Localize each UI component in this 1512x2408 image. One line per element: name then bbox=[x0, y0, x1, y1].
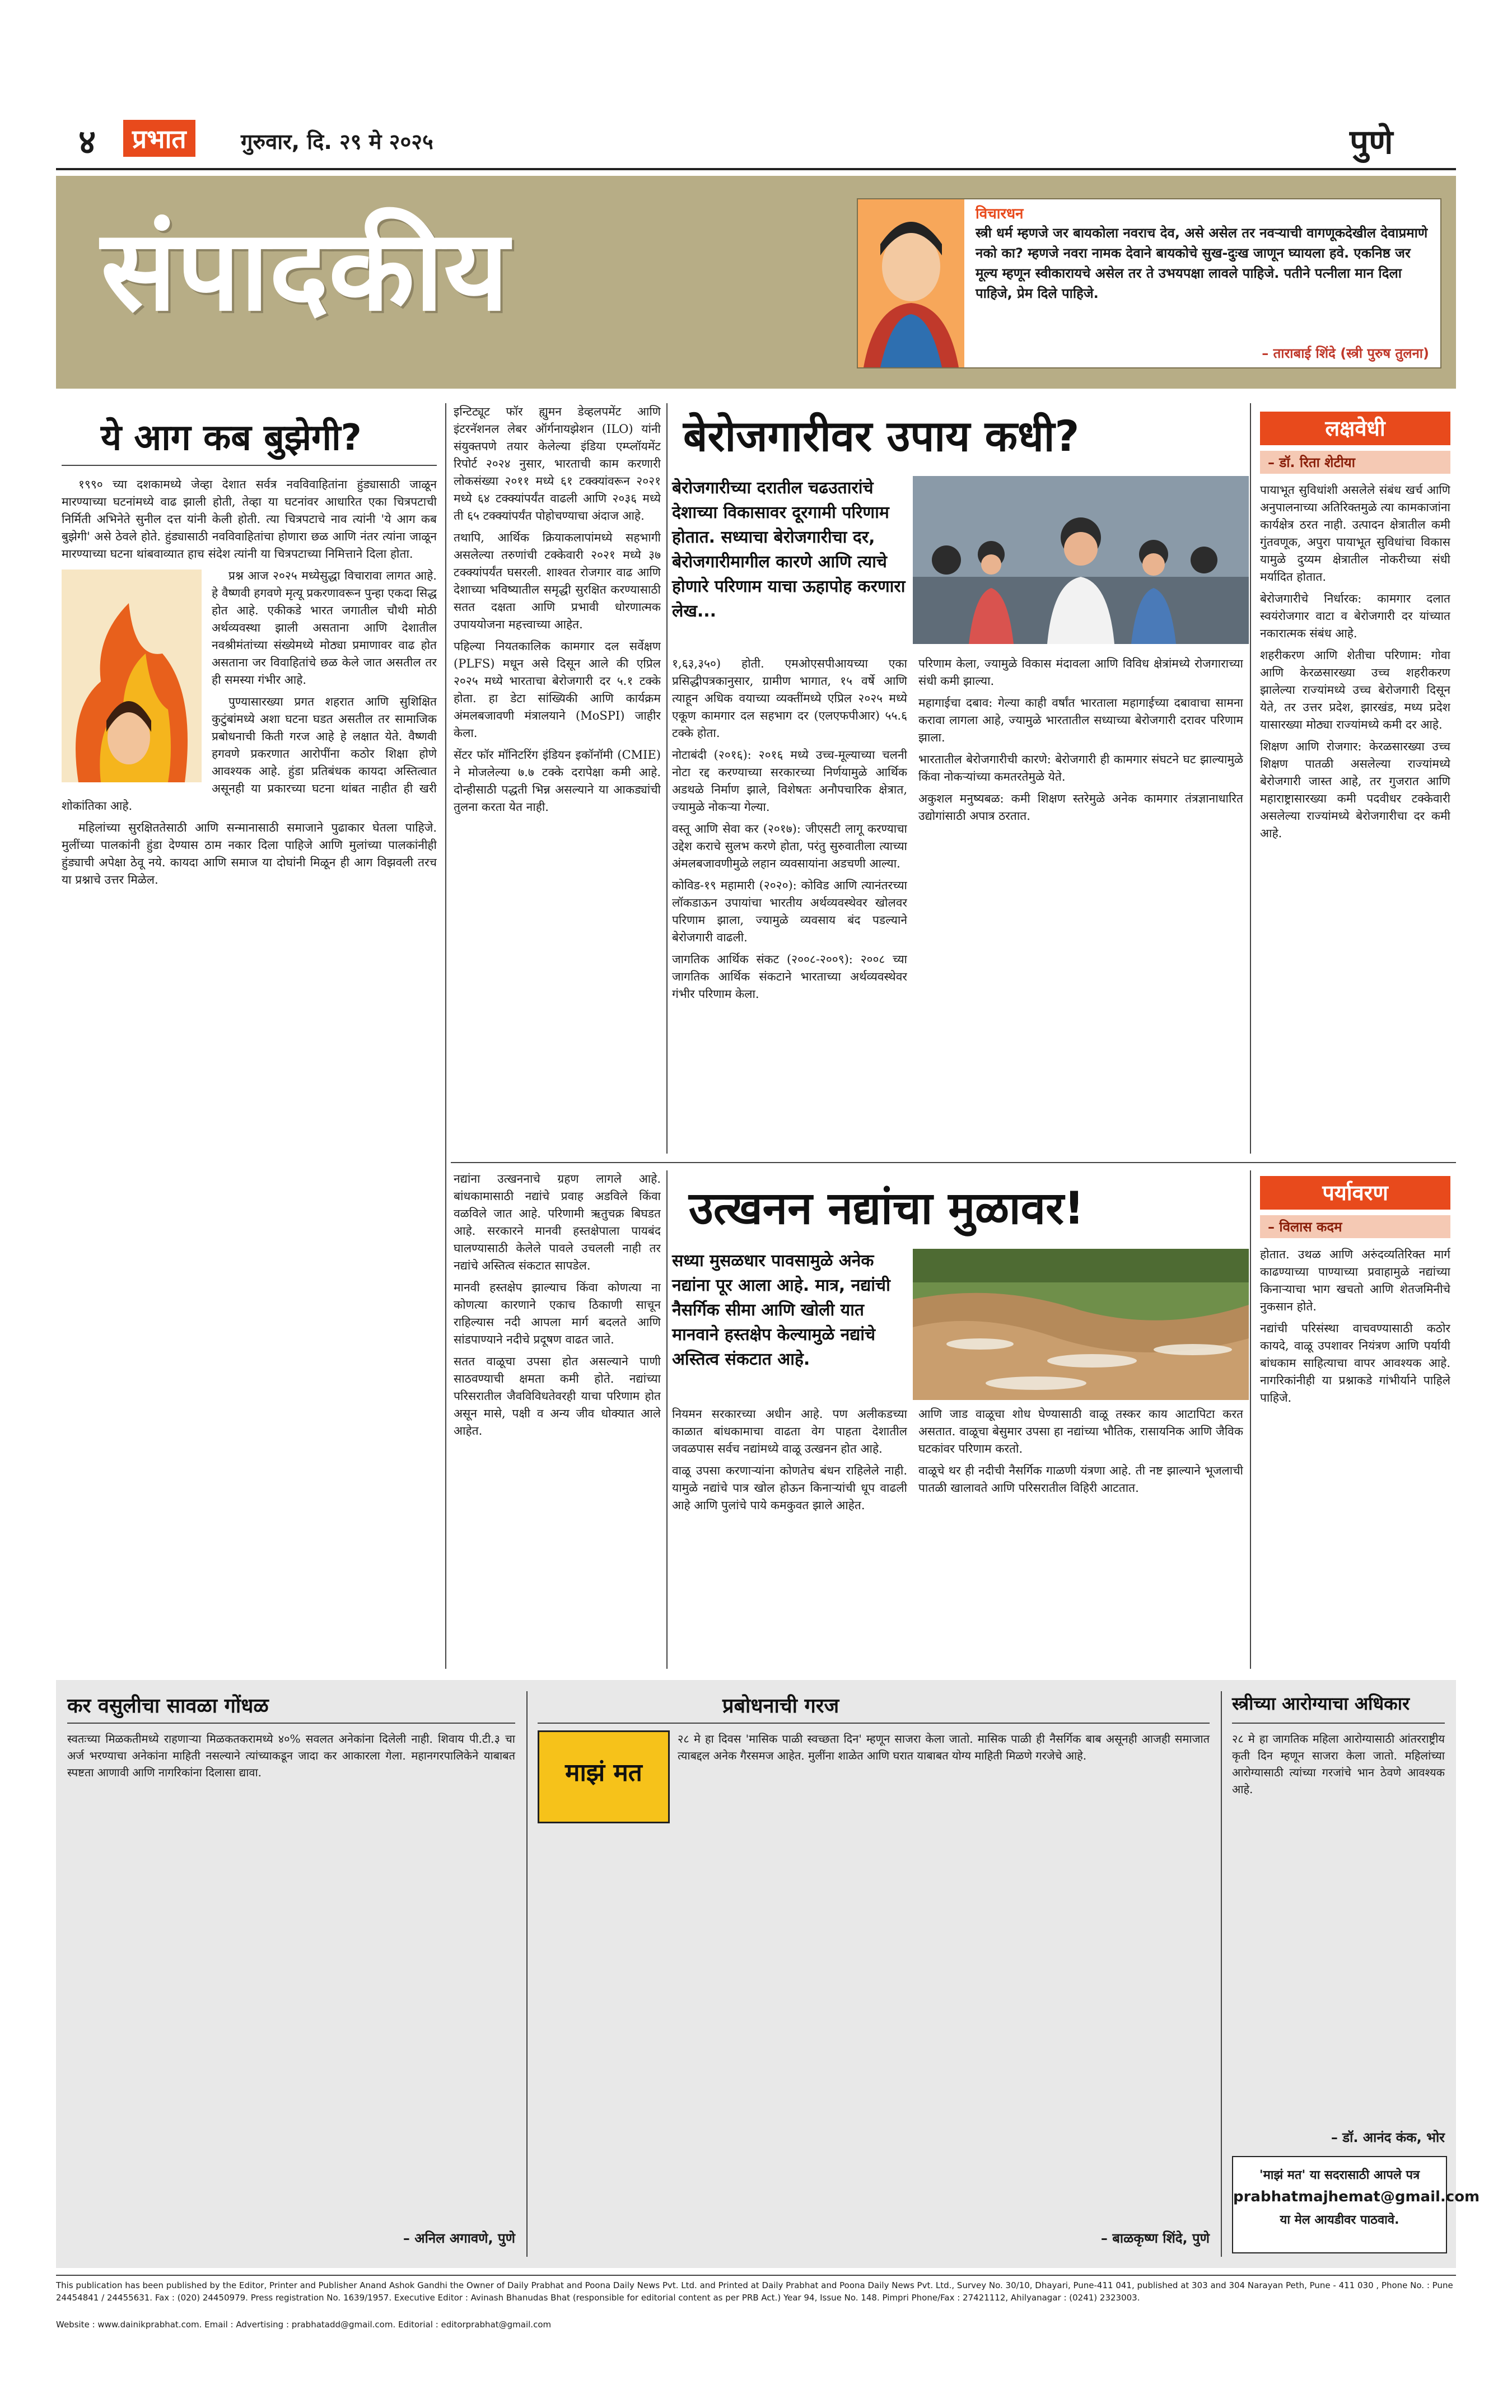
majhe-mat-logo-text: माझं मत bbox=[565, 1758, 642, 1787]
article-paragraph: पायाभूत सुविधांशी असलेले संबंध खर्च आणि अनुपालनाच्या अतिरिक्तमुळे त्या कामकाजांना कार्यक्षेत्र ठरत नाही. उत्पादन क्षेत्रातील कमी गुंतवणूक, अपुरा पायाभूत सुविधांचा विकास यामुळे दुय्यम क्षेत्रातील नोकरीच्या संधी मर्यादित होतात. bbox=[1260, 483, 1450, 584]
column-tag-lakshvedhi: लक्षवेधी bbox=[1260, 412, 1450, 445]
page-header bbox=[56, 112, 1456, 168]
flood-river-photo bbox=[913, 1249, 1249, 1400]
column-divider bbox=[666, 403, 668, 1154]
article-paragraph: अकुशल मनुष्यबळ: कमी शिक्षण स्तरेमुळे अनेक कामगार तंत्रज्ञानाधारित उद्योगांसाठी अपात्र ठरतात. bbox=[918, 792, 1243, 823]
header-rule bbox=[56, 168, 1456, 170]
fire-illustration bbox=[62, 570, 202, 782]
letter-author: – बाळकृष्ण शिंदे, पुणे bbox=[1100, 2230, 1210, 2246]
job-seekers-photo bbox=[913, 476, 1249, 644]
unemployment-far-right-body bbox=[1260, 482, 1450, 1154]
editorial-banner bbox=[56, 176, 1456, 389]
article-paragraph: शिक्षण आणि रोजगार: केरळसारख्या उच्च शिक्षण पातळी असलेल्या राज्यांमध्ये बेरोजगारी जास्त आहे, तर गुजरात आणि महाराष्ट्रासारख्या कमी पदवीधर टक्केवारी असलेल्या राज्यांमध्ये बेरोजगारीचा दर कमी आहे. bbox=[1260, 740, 1450, 840]
thought-label: विचारधन bbox=[976, 206, 1024, 222]
editorial-paragraph: १९९० च्या दशकामध्ये जेव्हा देशात सर्वत्र नवविवाहितांना हुंड्यासाठी जाळून मारण्याच्या घटनांमध्ये वाढ झाली होती, तेव्हा या घटनांवर आधारित एका चित्रपटाची निर्मिती अभिनेते सुनील दत्त यांनी केली होती. त्या चित्रपटाचे नाव त्यांनी 'ये आग कब बुझेगी' असे ठेवले होते. हुंड्यासाठी नवविवाहितांचा होणारा छळ आणि नंतर त्यांना जाळून मारण्याच्या घटना थांबवाव्यात हाच संदेश त्यांनी या चित्रपटाच्या निमित्ताने दिला होता. bbox=[62, 478, 437, 561]
letter-1 bbox=[67, 1691, 515, 2257]
article-paragraph: वाळूचे थर ही नदीची नैसर्गिक गाळणी यंत्रणा आहे. ती नष्ट झाल्याने भूजलाची पातळी खालावते आणि परिसरातील विहिरी आटतात. bbox=[918, 1464, 1243, 1495]
submission-notice bbox=[1232, 2156, 1480, 2253]
article-paragraph: आणि जाड वाळूचा शोध घेण्यासाठी वाळू तस्कर काय आटापिटा करत असतात. वाळूचा बेसुमार उपसा हा नद्यांच्या भौतिक, रासायनिक आणि जैविक घटकांवर परिणाम करतो. bbox=[918, 1407, 1243, 1455]
editorial-paragraph: महिलांच्या सुरक्षिततेसाठी आणि सन्मानासाठी समाजाने पुढाकार घेतला पाहिजे. मुलींच्या पालकांनी हुंडा देण्यास ठाम नकार दिला पाहिजे आणि मुलांच्या पालकांनीही हुंड्याची अपेक्षा ठेवू नये. कायदा आणि समाज या दोघांनी मिळून ही आग विझवली तरच या प्रश्नाचे उत्तर मिळेल. bbox=[62, 821, 437, 886]
article-paragraph: वाळू उपसा करणाऱ्यांना कोणतेच बंधन राहिलेले नाही. यामुळे नद्यांचे पात्र खोल होऊन किनाऱ्यांची धूप वाढली आहे आणि पुलांचे पाये कमकुवत झाले आहेत. bbox=[672, 1464, 907, 1512]
tarabai-portrait bbox=[858, 199, 964, 367]
footer-rule bbox=[56, 2275, 1456, 2276]
river-byline: – विलास कदम bbox=[1260, 1215, 1450, 1238]
letter-title: प्रबोधनाची गरज bbox=[722, 1695, 839, 1718]
letter-author: – अनिल अगावणे, पुणे bbox=[403, 2230, 515, 2246]
river-headline: उत्खनन नद्यांचा मुळावर! bbox=[689, 1182, 1085, 1234]
notice-line: या मेल आयडीवर पाठवावे. bbox=[1280, 2213, 1399, 2227]
letter-title: स्त्रीच्या आरोग्याचा अधिकार bbox=[1232, 1693, 1410, 1714]
thought-author: – ताराबाई शिंदे (स्त्री पुरुष तुलना) bbox=[1262, 346, 1429, 361]
article-paragraph: नद्यांची परिसंस्था वाचवण्यासाठी कठोर कायदे, वाळू उपशावर नियंत्रण आणि पर्यायी बांधकाम साहित्याचा वापर आवश्यक आहे. नागरिकांनीही या प्रश्नाकडे गांभीर्याने पाहिले पाहिजे. bbox=[1260, 1322, 1450, 1404]
article-paragraph: नोटाबंदी (२०१६): २०१६ मध्ये उच्च-मूल्याच्या चलनी नोटा रद्द करण्याच्या सरकारच्या निर्णयामुळे आर्थिक अडथळे निर्माण झाले, विशेषतः अनौपचारिक क्षेत्रात, ज्यामुळे नोकऱ्या गेल्या. bbox=[672, 748, 907, 814]
letter-2 bbox=[538, 1691, 1210, 2257]
letter-author: – डॉ. आनंद कंक, भोर bbox=[1331, 2130, 1445, 2145]
article-paragraph: सेंटर फॉर मॉनिटरिंग इंडियन इकॉनॉमी (CMIE) ने मोजलेल्या ७.७ टक्के दरापेक्षा कमी आहे. दोन्हीसाठी पद्धती भिन्न असल्याने या आकड्यांची तुलना करता येत नाही. bbox=[454, 748, 661, 814]
article-paragraph: जागतिक आर्थिक संकट (२००८-२००९): २००८ च्या जागतिक आर्थिक संकटाने भारताच्या अर्थव्यवस्थेवर गंभीर परिणाम केला. bbox=[672, 953, 907, 1001]
column-divider bbox=[445, 403, 446, 1669]
editorial-headline-rule bbox=[62, 465, 437, 466]
brand-name: प्रभात bbox=[132, 124, 186, 154]
letters-divider bbox=[1221, 1691, 1222, 2257]
letter-title: कर वसुलीचा सावळा गोंधळ bbox=[67, 1695, 269, 1718]
thought-panel bbox=[857, 198, 1441, 368]
article-paragraph: सतत वाळूचा उपसा होत असल्याने पाणी साठवण्याची क्षमता कमी होते. नद्यांच्या परिसरातील जैवविविधतेवरही याचा परिणाम होत असून मासे, पक्षी व अन्य जीव धोक्यात आले आहेत. bbox=[454, 1355, 661, 1438]
river-middle-body bbox=[672, 1406, 907, 1669]
article-paragraph: कोविड-१९ महामारी (२०२०): कोविड आणि त्यानंतरच्या लॉकडाऊन उपायांचा भारतीय अर्थव्यवस्थेवर खोलवर परिणाम झाला, ज्यामुळे व्यवसाय बंद पडल्याने बेरोजगारी वाढली. bbox=[672, 879, 907, 944]
unemployment-inset: बेरोजगारीच्या दरातील चढउतारांचे देशाच्या विकासावर दूरगामी परिणाम होतात. सध्याचा बेरोजगारीचा दर, बेरोजगारीमागील कारणे आणि त्याचे होणारे परिणाम याचा ऊहापोह करणारा लेख... bbox=[672, 478, 906, 621]
unemployment-headline: बेरोजगारीवर उपाय कधी? bbox=[683, 411, 1080, 461]
section-rule bbox=[451, 1162, 1456, 1163]
article-paragraph: महागाईचा दबाव: गेल्या काही वर्षांत भारताला महागाईच्या दबावाचा सामना करावा लागला आहे, ज्यामुळे भारतातील सध्याच्या बेरोजगारी दरावर परिणाम झाला. bbox=[918, 696, 1243, 744]
letters-section bbox=[56, 1680, 1480, 2268]
column-divider bbox=[666, 1170, 668, 1669]
letter-text: स्वतःच्या मिळकतीमध्ये राहणाऱ्या मिळकतकरामध्ये ४०% सवलत अनेकांना दिलेली नाही. शिवाय पी.टी.३ चा अर्ज भरण्याचा अनेकांना माहिती नसल्याने त्यांच्याकडून जादा कर आकारला गेला. महानगरपालिकेने याबाबत स्पष्टता आणावी आणि नागरिकांना दिलासा द्यावा. bbox=[67, 1732, 515, 1779]
article-paragraph: नद्यांना उत्खननाचे ग्रहण लागले आहे. बांधकामासाठी नद्यांचे प्रवाह अडविले किंवा वळविले जात आहे. परिणामी ऋतुचक्र बिघडत आहे. सरकारने मानवी हस्तक्षेपाला पायबंद घालण्यासाठी केलेले पावले उचलली नाही तर नद्यांचे अस्तित्व संकटात सापडेल. bbox=[454, 1172, 661, 1272]
article-paragraph: इन्टिट्यूट फॉर ह्युमन डेव्हलपमेंट आणि इंटरनॅशनल लेबर ऑर्गनायझेशन (ILO) यांनी संयुक्तपणे तयार केलेल्या इंडिया एम्प्लॉयमेंट रिपोर्ट २०२४ नुसार, भारताची काम करणारी लोकसंख्या २०११ मध्ये ६१ टक्क्यांवरून २०२१ मध्ये ६४ टक्क्यांपर्यंत वाढली आणि २०३६ मध्ये ती ६५ टक्क्यांपर्यंत पोहोचण्याचा अंदाज आहे. bbox=[454, 405, 661, 522]
imprint-line: This publication has been published by the Editor, Printer and Publisher Anand Ashok Gandhi the Owner of Daily Prabhat and Poona Daily News Pvt. Ltd. and Printed at Daily Prabhat and Poona Daily News Pvt. Ltd., Survey No. 30/10, Dhayari, Pune-411 041, published at 303 and 304 Narayan Peth, Pune - 411 030 , Phone No. : Pune 24454841 / 24455631. Fax : (020) 24450979. Press registration No. 1639/1957. Executive Editor : Avinash Bhanudas Bhat (responsible for editorial content as per PRB Act.) Year 94, Issue No. 148. Pimpri Phone/Fax : 27421112, Ahilyanagar : (0241) 2323003. bbox=[56, 2280, 1453, 2303]
editorial-headline: ये आग कब बुझेगी? bbox=[101, 417, 362, 459]
majhe-mat-logo bbox=[538, 1730, 670, 1823]
notice-email[interactable]: prabhatmajhemat@gmail.com bbox=[1233, 2188, 1480, 2205]
article-paragraph: तथापि, आर्थिक क्रियाकलापांमध्ये सहभागी असलेल्या तरुणांची टक्केवारी २०२१ मध्ये ३७ टक्क्यांपर्यंत घसरली. शाश्वत रोजगार वाढ आणि देशाच्या भविष्यातील समृद्धी सुरक्षित करण्यासाठी सतत दक्षता आणि प्रभावी धोरणात्मक उपाययोजना महत्त्वाच्या आहेत. bbox=[454, 531, 661, 631]
article-paragraph: बेरोजगारीचे निर्धारक: कामगार दलात स्वयंरोजगार वाटा व बेरोजगारी दर यांच्यात नकारात्मक संबंध आहे. bbox=[1260, 592, 1450, 640]
article-paragraph: मानवी हस्तक्षेप झाल्याच किंवा कोणत्या ना कोणत्या कारणाने एकाच ठिकाणी साचून राहिल्यास नदी आपला मार्ग बदलते आणि सांडपाण्याने नदीचे प्रदूषण वाढत जाते. bbox=[454, 1281, 661, 1346]
river-right-body bbox=[918, 1406, 1243, 1669]
thought-text: स्त्री धर्म म्हणजे जर बायकोला नवराच देव, असे असेल तर नवऱ्याची वागणूकदेखील देवाप्रमाणे नको का? म्हणजे नवरा नामक देवाने बायकोचे सुख-दुःख जाणून घ्यायला हवे. एकनिष्ठ जर मूल्य म्हणून स्वीकारायचे असेल तर ते उभयपक्षा लावले पाहिजे. पतीने पत्नीला मान दिला पाहिजे, प्रेम दिले पाहिजे. bbox=[976, 225, 1428, 301]
article-paragraph: वस्तू आणि सेवा कर (२०१७): जीएसटी लागू करण्याचा उद्देश कराचे सुलभ करणे होता, परंतु सुरुवातीला त्याच्या अंमलबजावणीमुळे लहान व्यवसायांना अडचणी आल्या. bbox=[672, 822, 907, 870]
banner-title: संपादकीय bbox=[101, 206, 509, 336]
letter-title-rule bbox=[1232, 1723, 1445, 1724]
article-paragraph: परिणाम केला, ज्यामुळे विकास मंदावला आणि विविध क्षेत्रांमध्ये रोजगाराच्या संधी कमी झाल्या. bbox=[918, 657, 1243, 688]
letter-title-rule bbox=[538, 1723, 1210, 1724]
brand-logo bbox=[123, 120, 195, 157]
unemployment-right-body bbox=[918, 655, 1243, 1154]
letter-text: २८ मे हा दिवस 'मासिक पाळी स्वच्छता दिन' म्हणून साजरा केला जातो. मासिक पाळी ही नैसर्गिक बाब असूनही आजही समाजात त्याबद्दल अनेक गैरसमज आहेत. मुलींना शाळेत आणि घरात याबाबत योग्य माहिती मिळणे गरजेचे आहे. bbox=[678, 1732, 1210, 1762]
column-divider bbox=[1250, 1170, 1251, 1669]
column-divider bbox=[1250, 403, 1251, 1154]
column-tag-paryavaran: पर्यावरण bbox=[1260, 1176, 1450, 1210]
editorial-paragraph: पुण्यासारख्या प्रगत शहरात आणि सुशिक्षित कुटुंबांमध्ये अशा घटना घडत असतील तर सामाजिक प्रबोधनाची किती गरज आहे हे लक्षात येते. वैष्णवी हगवणे प्रकरणात आरोपींना कठोर शिक्षा होणे आवश्यक आहे. हुंडा प्रतिबंधक कायदा अस्तित्वात असूनही या प्रकारच्या घटना थांबत नाहीत ही खरी शोकांतिका आहे. bbox=[62, 695, 437, 813]
article-paragraph: पहिल्या नियतकालिक कामगार दल सर्वेक्षण (PLFS) मधून असे दिसून आले की एप्रिल २०२५ मध्ये भारताचा बेरोजगारी दर ५.१ टक्के होता. हा डेटा सांख्यिकी आणि कार्यक्रम अंमलबजावणी मंत्रालयाने (MoSPI) जाहीर केला. bbox=[454, 640, 661, 740]
article-paragraph: १,६३,३५०) होती. एमओएसपीआयच्या एका प्रसिद्धीपत्रकानुसार, ग्रामीण भागात, १५ वर्षे आणि त्याहून अधिक वयाच्या व्यक्तींमध्ये एप्रिल २०२५ मध्ये एकूण कामगार दल सहभाग दर (एलएफपीआर) ५५.६ टक्के होता. bbox=[672, 657, 907, 740]
article-paragraph: होतात. उथळ आणि अरुंदव्यतिरिक्त मार्ग काढण्याच्या पाण्याच्या प्रवाहामुळे नद्यांच्या किनाऱ्याचा भाग खचतो आणि शेतजमिनीचे नुकसान होते. bbox=[1260, 1248, 1450, 1313]
page-number: ४ bbox=[78, 123, 96, 162]
website-line: Website : www.dainikprabhat.com. Email : Advertising : prabhatadd@gmail.com. Editorial : editorprabhat@gmail.com bbox=[56, 2320, 552, 2330]
letter-3 bbox=[1232, 1691, 1480, 2257]
editorial-body bbox=[62, 476, 437, 1669]
unemployment-left-body bbox=[454, 403, 661, 1154]
issue-date: गुरुवार, दि. २९ मे २०२५ bbox=[241, 129, 433, 154]
letters-divider bbox=[526, 1691, 528, 2257]
letter-text: २८ मे हा जागतिक महिला आरोग्यासाठी आंतरराष्ट्रीय कृती दिन म्हणून साजरा केला जातो. महिलांच्या आरोग्यासाठी त्यांच्या गरजांचे भान ठेवणे आवश्यक आहे. bbox=[1232, 1732, 1445, 1796]
unemployment-byline: – डॉ. रिता शेटीया bbox=[1260, 451, 1450, 474]
article-paragraph: शहरीकरण आणि शेतीचा परिणाम: गोवा आणि केरळसारख्या उच्च शहरीकरण झालेल्या राज्यांमध्ये उच्च बेरोजगारी दिसून येते, तर उत्तर प्रदेश, झारखंड, मध्य प्रदेश यासारख्या मोठ्या राज्यांमध्ये कमी दर आहे. bbox=[1260, 648, 1450, 731]
river-left-body bbox=[454, 1170, 661, 1669]
river-far-right-body bbox=[1260, 1246, 1450, 1669]
river-inset: सध्या मुसळधार पावसामुळे अनेक नद्यांना पूर आला आहे. मात्र, नद्यांची नैसर्गिक सीमा आणि खोली यात मानवाने हस्तक्षेप केल्यामुळे नद्यांचे अस्तित्व संकटात आहे. bbox=[672, 1251, 890, 1369]
article-paragraph: भारतातील बेरोजगारीची कारणे: बेरोजगारी ही कामगार संघटने घट झाल्यामुळे किंवा नोकऱ्यांच्या कमतरतेमुळे येते. bbox=[918, 753, 1243, 783]
letter-title-rule bbox=[67, 1723, 515, 1724]
article-paragraph: नियमन सरकारच्या अधीन आहे. पण अलीकडच्या काळात बांधकामाचा वाढता वेग पाहता देशातील जवळपास सर्वच नद्यांमध्ये वाळू उत्खनन होत आहे. bbox=[672, 1407, 907, 1455]
editorial-paragraph: प्रश्न आज २०२५ मध्येसुद्धा विचारावा लागत आहे. हे वैष्णवी हगवणे मृत्यू प्रकरणावरून पुन्हा एकदा सिद्ध होत आहे. एकीकडे भारत जगातील चौथी मोठी अर्थव्यवस्था झाली असताना आणि देशातील नवश्रीमंतांच्या संख्येमध्ये मोठ्या प्रमाणावर वाढ होत असताना जर विवाहितांचे छळ केले जात असतील तर ही समस्या गंभीर आहे. bbox=[212, 569, 437, 687]
notice-line: 'माझं मत' या सदरासाठी आपले पत्र bbox=[1259, 2168, 1420, 2182]
unemployment-middle-body bbox=[672, 655, 907, 1154]
city-name: पुणे bbox=[1350, 123, 1393, 162]
